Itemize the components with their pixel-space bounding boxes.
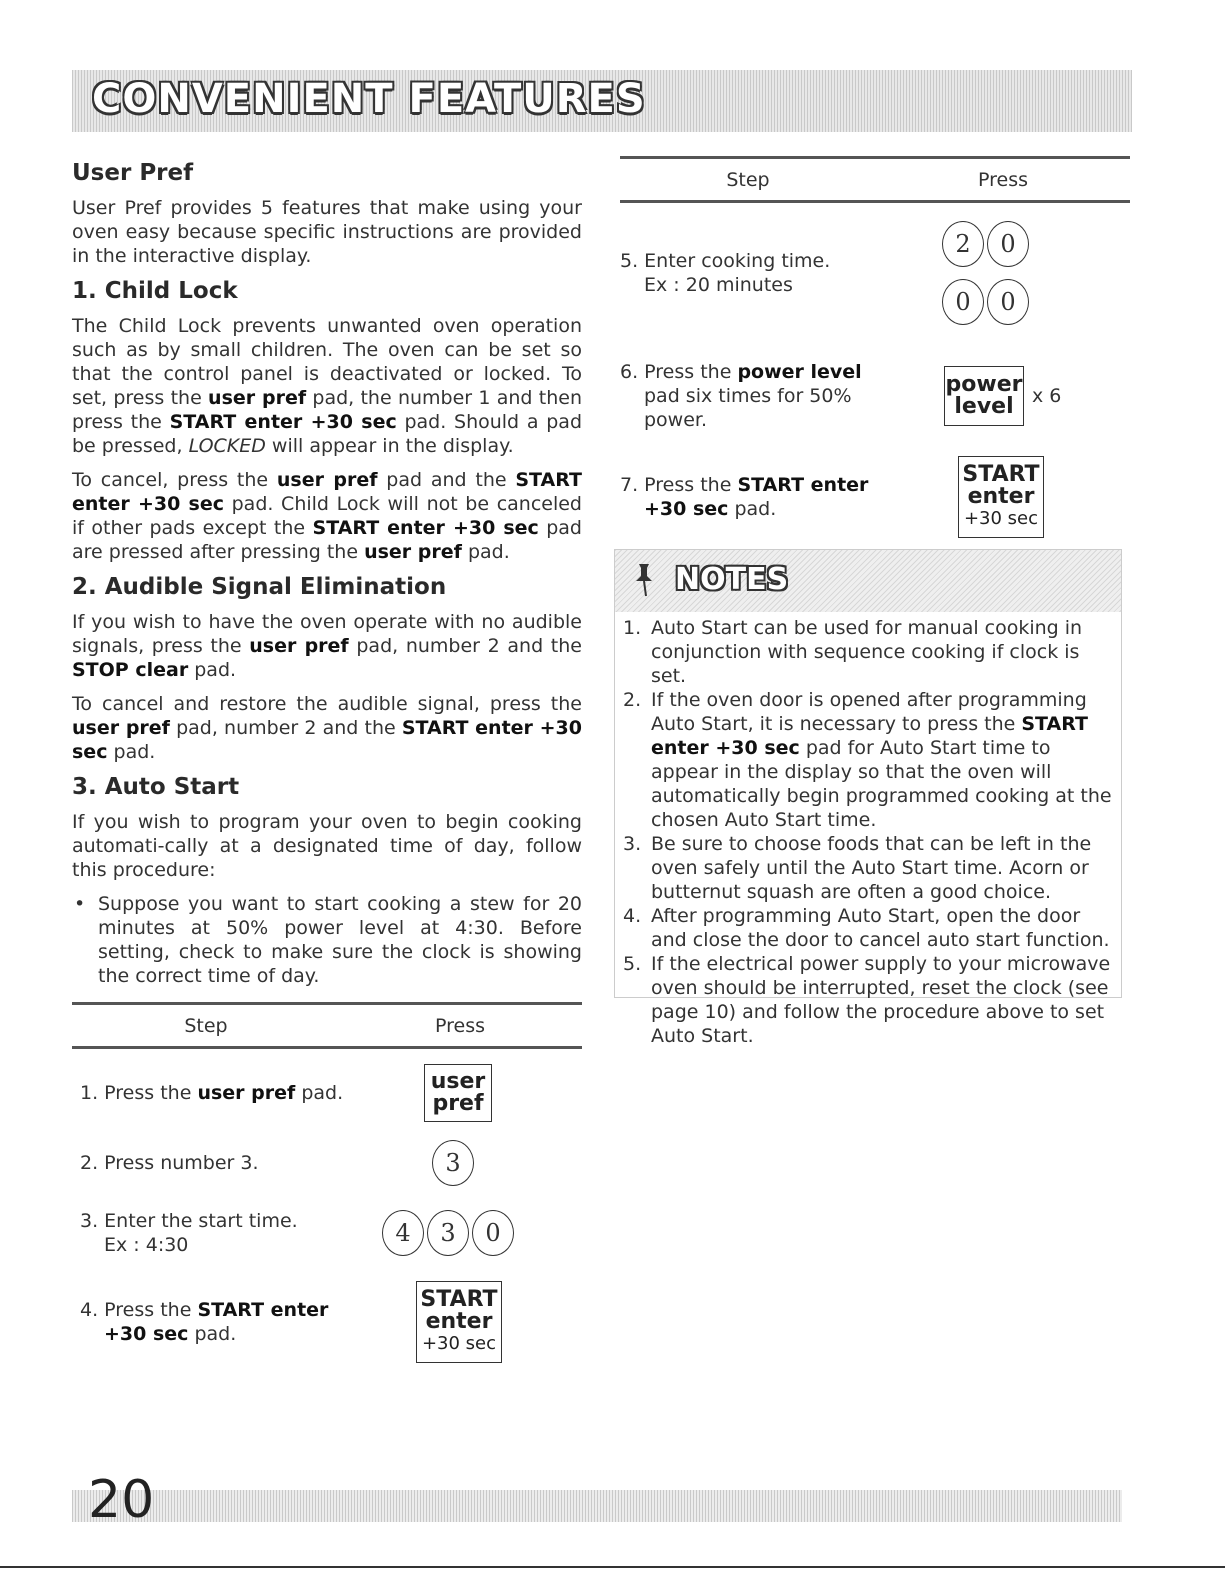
step-row-4: 4. Press the START enter +30 sec pad. START enter +30 sec [72, 1275, 582, 1369]
press-column-label: Press [977, 168, 1028, 191]
child-lock-paragraph-2: To cancel, press the user pref pad and the START enter +30 sec pad. Child Lock will not be canceled if other pads except the START enter +30 sec pad are pressed after pressing the user pref pad. [72, 469, 582, 563]
number-4-key: 4 [382, 1210, 424, 1256]
power-level-pad: power level [944, 366, 1024, 426]
start-enter-pad: START enter +30 sec [958, 456, 1044, 538]
audible-paragraph-1: If you wish to have the oven operate with no audible signals, press the user pref pad, number 2 and the STOP clear pad. [72, 611, 582, 681]
child-lock-heading: 1. Child Lock [72, 278, 238, 304]
number-0-key: 0 [987, 221, 1029, 267]
number-3-key: 3 [427, 1210, 469, 1256]
press-count: x 6 [1032, 385, 1062, 407]
page-title: CONVENIENT FEATURES [92, 76, 646, 122]
notes-header [615, 550, 1121, 612]
step-row-1: 1. Press the user pref pad. user pref [72, 1051, 582, 1135]
bullet-dot: • [74, 893, 86, 915]
step-table-header [72, 1005, 582, 1049]
step-row-5: 5. Enter cooking time. Ex : 20 minutes 2 0 0 0 [620, 203, 1130, 343]
step-table-header [620, 159, 1130, 203]
keys-group [942, 221, 1032, 325]
step-column-label: Step [726, 168, 770, 191]
number-0-key: 0 [987, 279, 1029, 325]
note-item: 4. After programming Auto Start, open the door and close the door to cancel auto start function. [623, 905, 1110, 951]
audible-heading: 2. Audible Signal Elimination [72, 574, 447, 600]
step-row-7: 7. Press the START enter +30 sec pad. START enter +30 sec [620, 449, 1130, 545]
press-column-label: Press [434, 1014, 485, 1037]
note-item: 3. Be sure to choose foods that can be left in the oven safely until the Auto Start time. Acorn or butternut squash are often a good choice. [623, 833, 1092, 903]
user-pref-heading: User Pref [72, 160, 194, 186]
step-row-6: 6. Press the power level pad six times for 50% power. power level x 6 [620, 361, 1062, 431]
audible-paragraph-2: To cancel and restore the audible signal, press the user pref pad, number 2 and the START enter +30 sec pad. [72, 693, 582, 763]
auto-start-heading: 3. Auto Start [72, 774, 240, 800]
child-lock-paragraph-1: The Child Lock prevents unwanted oven operation such as by small children. The oven can be set so that the control panel is deactivated or locked. To set, press the user pref pad, the number 1 and then press the START enter +30 sec pad. Should a pad be pressed, LOCKED will appear in the display. [72, 315, 583, 457]
right-column [620, 156, 1130, 545]
step-table-left [72, 1002, 582, 1369]
number-0-key: 0 [942, 279, 984, 325]
pushpin-icon [633, 562, 657, 598]
notes-title: NOTES [675, 562, 789, 597]
note-item: 5. If the electrical power supply to your microwave oven should be interrupted, reset the clock (see page 10) and follow the procedure above to set Auto Start. [623, 953, 1111, 1047]
step-column-label: Step [184, 1014, 228, 1037]
number-2-key: 2 [942, 221, 984, 267]
note-item: 1. Auto Start can be used for manual cooking in conjunction with sequence cooking if clock is set. [623, 617, 1083, 687]
step-row-3: 3. Enter the start time. Ex : 4:30 4 3 0 [72, 1191, 582, 1275]
user-pref-intro: User Pref provides 5 features that make using your oven easy because specific instructions are provided in the interactive display. [72, 197, 582, 267]
page-number: 20 [88, 1470, 155, 1530]
number-0-key: 0 [472, 1210, 514, 1256]
notes-box [614, 549, 1122, 1047]
step-table-right [620, 156, 1130, 545]
auto-start-paragraph: If you wish to program your oven to begin cooking automati-cally at a designated time of day, follow this procedure: [72, 811, 582, 881]
start-enter-pad: START enter +30 sec [416, 1281, 502, 1363]
step-row-2: 2. Press number 3. 3 [72, 1135, 582, 1191]
auto-start-bullet: • Suppose you want to start cooking a stew for 20 minutes at 50% power level at 4:30. Before setting, check to make sure the clock is showing the correct time of day. [74, 893, 582, 987]
user-pref-pad: user pref [424, 1064, 492, 1122]
number-3-key: 3 [432, 1140, 474, 1186]
notes-list [615, 612, 1121, 1048]
note-item: 2. If the oven door is opened after programming Auto Start, it is necessary to press the START enter +30 sec pad for Auto Start time to appear in the display so that the oven will automatically begin programmed cooking at the chosen Auto Start time. [623, 689, 1112, 831]
bottom-rule [0, 1566, 1225, 1568]
footer-bar [72, 1490, 1122, 1522]
section-banner [72, 70, 1132, 132]
left-column [72, 150, 582, 1369]
